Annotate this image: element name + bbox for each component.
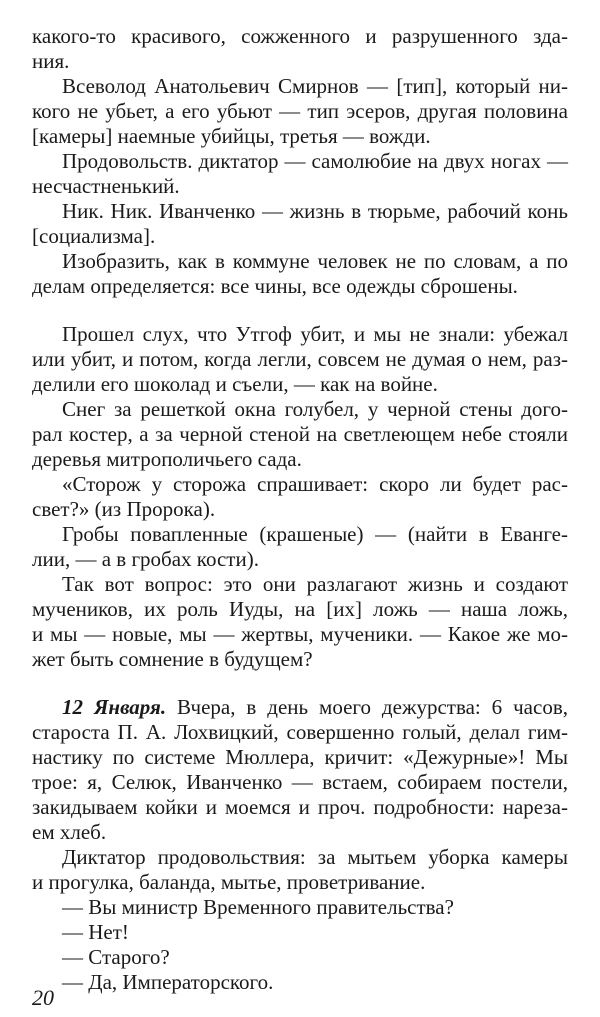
text-line: и мы — новые, мы — жертвы, мученики. — Какое же мо- [32, 622, 568, 646]
text-line: и прогулка, баланда, мытье, проветривание. [32, 870, 426, 894]
dialogue-line: — Старого? [62, 945, 170, 969]
text-line: Изобразить, как в коммуне человек не по словам, а по [62, 249, 568, 273]
text-line: мучеников, их роль Иуды, на [их] ложь — наша ложь, [32, 597, 568, 621]
text-line: ем хлеб. [32, 820, 107, 844]
text-line: деревья митрополичьего сада. [32, 447, 302, 471]
entry-text: Вчера, в день моего дежурства: 6 часов, [166, 695, 568, 719]
page-number: 20 [32, 985, 54, 1010]
dialogue-line: — Нет! [62, 920, 129, 944]
text-line: какого-то красивого, сожженного и разрушенного зда- [32, 24, 568, 48]
text-line: ния. [32, 49, 70, 73]
entry-first-line [62, 693, 568, 721]
text-line: Снег за решеткой окна голубел, у черной стены дого- [62, 397, 568, 421]
text-line: несчастненький. [32, 174, 180, 198]
text-line: закидываем койки и моемся и проч. подробности: нареза- [32, 795, 568, 819]
dialogue-line: — Да, Императорского. [62, 970, 274, 994]
text-line: Ник. Ник. Иванченко — жизнь в тюрьме, рабочий конь [62, 199, 568, 223]
text-line: Диктатор продовольствия: за мытьем уборка камеры [62, 845, 568, 869]
text-line: Продовольств. диктатор — самолюбие на двух ногах — [62, 149, 568, 173]
text-line: настику по системе Мюллера, кричит: «Дежурные»! Мы [32, 745, 568, 769]
text-line: Всеволод Анатольевич Смирнов — [тип], который ни- [62, 74, 568, 98]
text-line: жет быть сомнение в будущем? [32, 647, 313, 671]
text-line: или убит, и потом, когда легли, совсем не думая о нем, раз- [32, 347, 568, 371]
text-line: «Сторож у сторожа спрашивает: скоро ли будет рас- [62, 472, 568, 496]
dialogue-line: — Вы министр Временного правительства? [62, 895, 454, 919]
text-line: кого не убьет, а его убьют — тип эсеров, другая половина [32, 99, 568, 123]
text-line: Прошел слух, что Утгоф убит, и мы не знали: убежал [62, 322, 568, 346]
text-line: свет?» (из Пророка). [32, 497, 216, 521]
text-line: Так вот вопрос: это они разлагают жизнь и создают [62, 572, 568, 596]
entry-date: 12 Января. [62, 695, 167, 719]
text-line: староста П. А. Лохвицкий, совершенно голый, делал гим- [32, 720, 568, 744]
text-line: рал костер, а за черной стеной на светлеющем небе стояли [32, 422, 568, 446]
text-line: [камеры] наемные убийцы, третья — вожди. [32, 124, 431, 148]
text-line: делили его шоколад и съели, — как на войне. [32, 372, 438, 396]
text-line: трое: я, Селюк, Иванченко — встаем, собираем постели, [32, 770, 568, 794]
text-line: делам определяется: все чины, все одежды сброшены. [32, 274, 518, 298]
text-line: [социализма]. [32, 224, 156, 248]
text-line: лии, — а в гробах кости). [32, 547, 259, 571]
text-line: Гробы повапленные (крашеные) — (найти в Еванге- [62, 522, 568, 546]
